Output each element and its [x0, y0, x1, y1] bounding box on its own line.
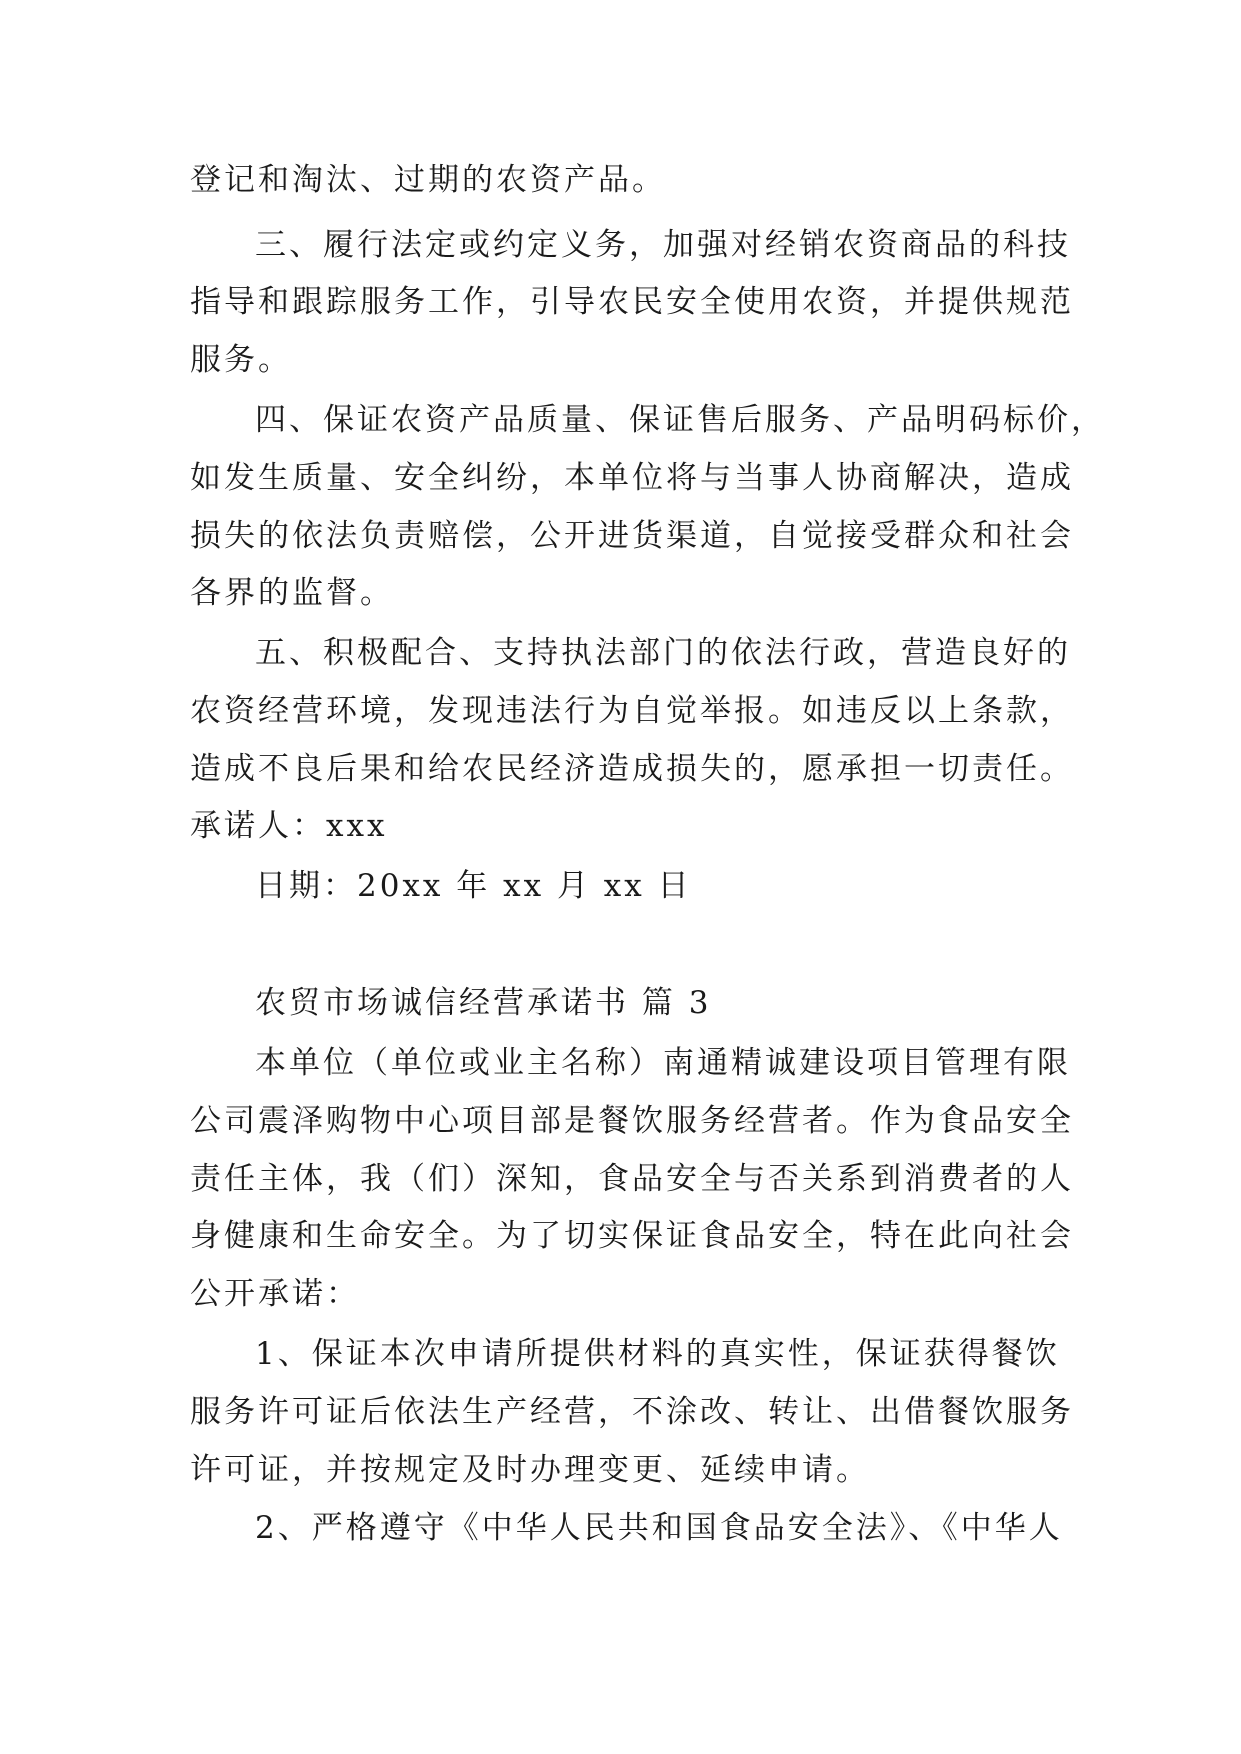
text-line: 四、保证农资产品质量、保证售后服务、产品明码标价，: [255, 402, 1105, 438]
text-line: 公开承诺：: [190, 1276, 360, 1312]
text-line: 损失的依法负责赔偿，公开进货渠道，自觉接受群众和社会: [190, 518, 1074, 554]
text-line: 许可证，并按规定及时办理变更、延续申请。: [190, 1452, 870, 1488]
date-line: 日期：20xx 年 xx 月 xx 日: [255, 868, 692, 904]
text-line: 如发生质量、安全纠纷，本单位将与当事人协商解决，造成: [190, 460, 1074, 496]
text-line: 农资经营环境，发现违法行为自觉举报。如违反以上条款，: [190, 693, 1074, 729]
text-line: 三、履行法定或约定义务，加强对经销农资商品的科技: [255, 227, 1071, 263]
text-line: 1、保证本次申请所提供材料的真实性，保证获得餐饮: [255, 1336, 1060, 1372]
text-line: 本单位（单位或业主名称）南通精诚建设项目管理有限: [255, 1045, 1071, 1081]
text-line: 服务。: [190, 342, 292, 378]
text-line: 服务许可证后依法生产经营，不涂改、转让、出借餐饮服务: [190, 1394, 1074, 1430]
text-line: 造成不良后果和给农民经济造成损失的，愿承担一切责任。: [190, 751, 1074, 787]
text-line: 各界的监督。: [190, 575, 394, 611]
text-line: 责任主体，我（们）深知，食品安全与否关系到消费者的人: [190, 1161, 1074, 1197]
text-line: 2、严格遵守《中华人民共和国食品安全法》、《中华人: [255, 1510, 1063, 1546]
signatory-line: 承诺人：xxx: [190, 808, 388, 844]
text-line: 五、积极配合、支持执法部门的依法行政，营造良好的: [255, 635, 1071, 671]
section-title: 农贸市场诚信经营承诺书 篇 3: [255, 985, 712, 1021]
text-line: 登记和淘汰、过期的农资产品。: [190, 162, 666, 198]
text-line: 指导和跟踪服务工作，引导农民安全使用农资，并提供规范: [190, 284, 1074, 320]
text-line: 公司震泽购物中心项目部是餐饮服务经营者。作为食品安全: [190, 1103, 1074, 1139]
text-line: 身健康和生命安全。为了切实保证食品安全，特在此向社会: [190, 1218, 1074, 1254]
